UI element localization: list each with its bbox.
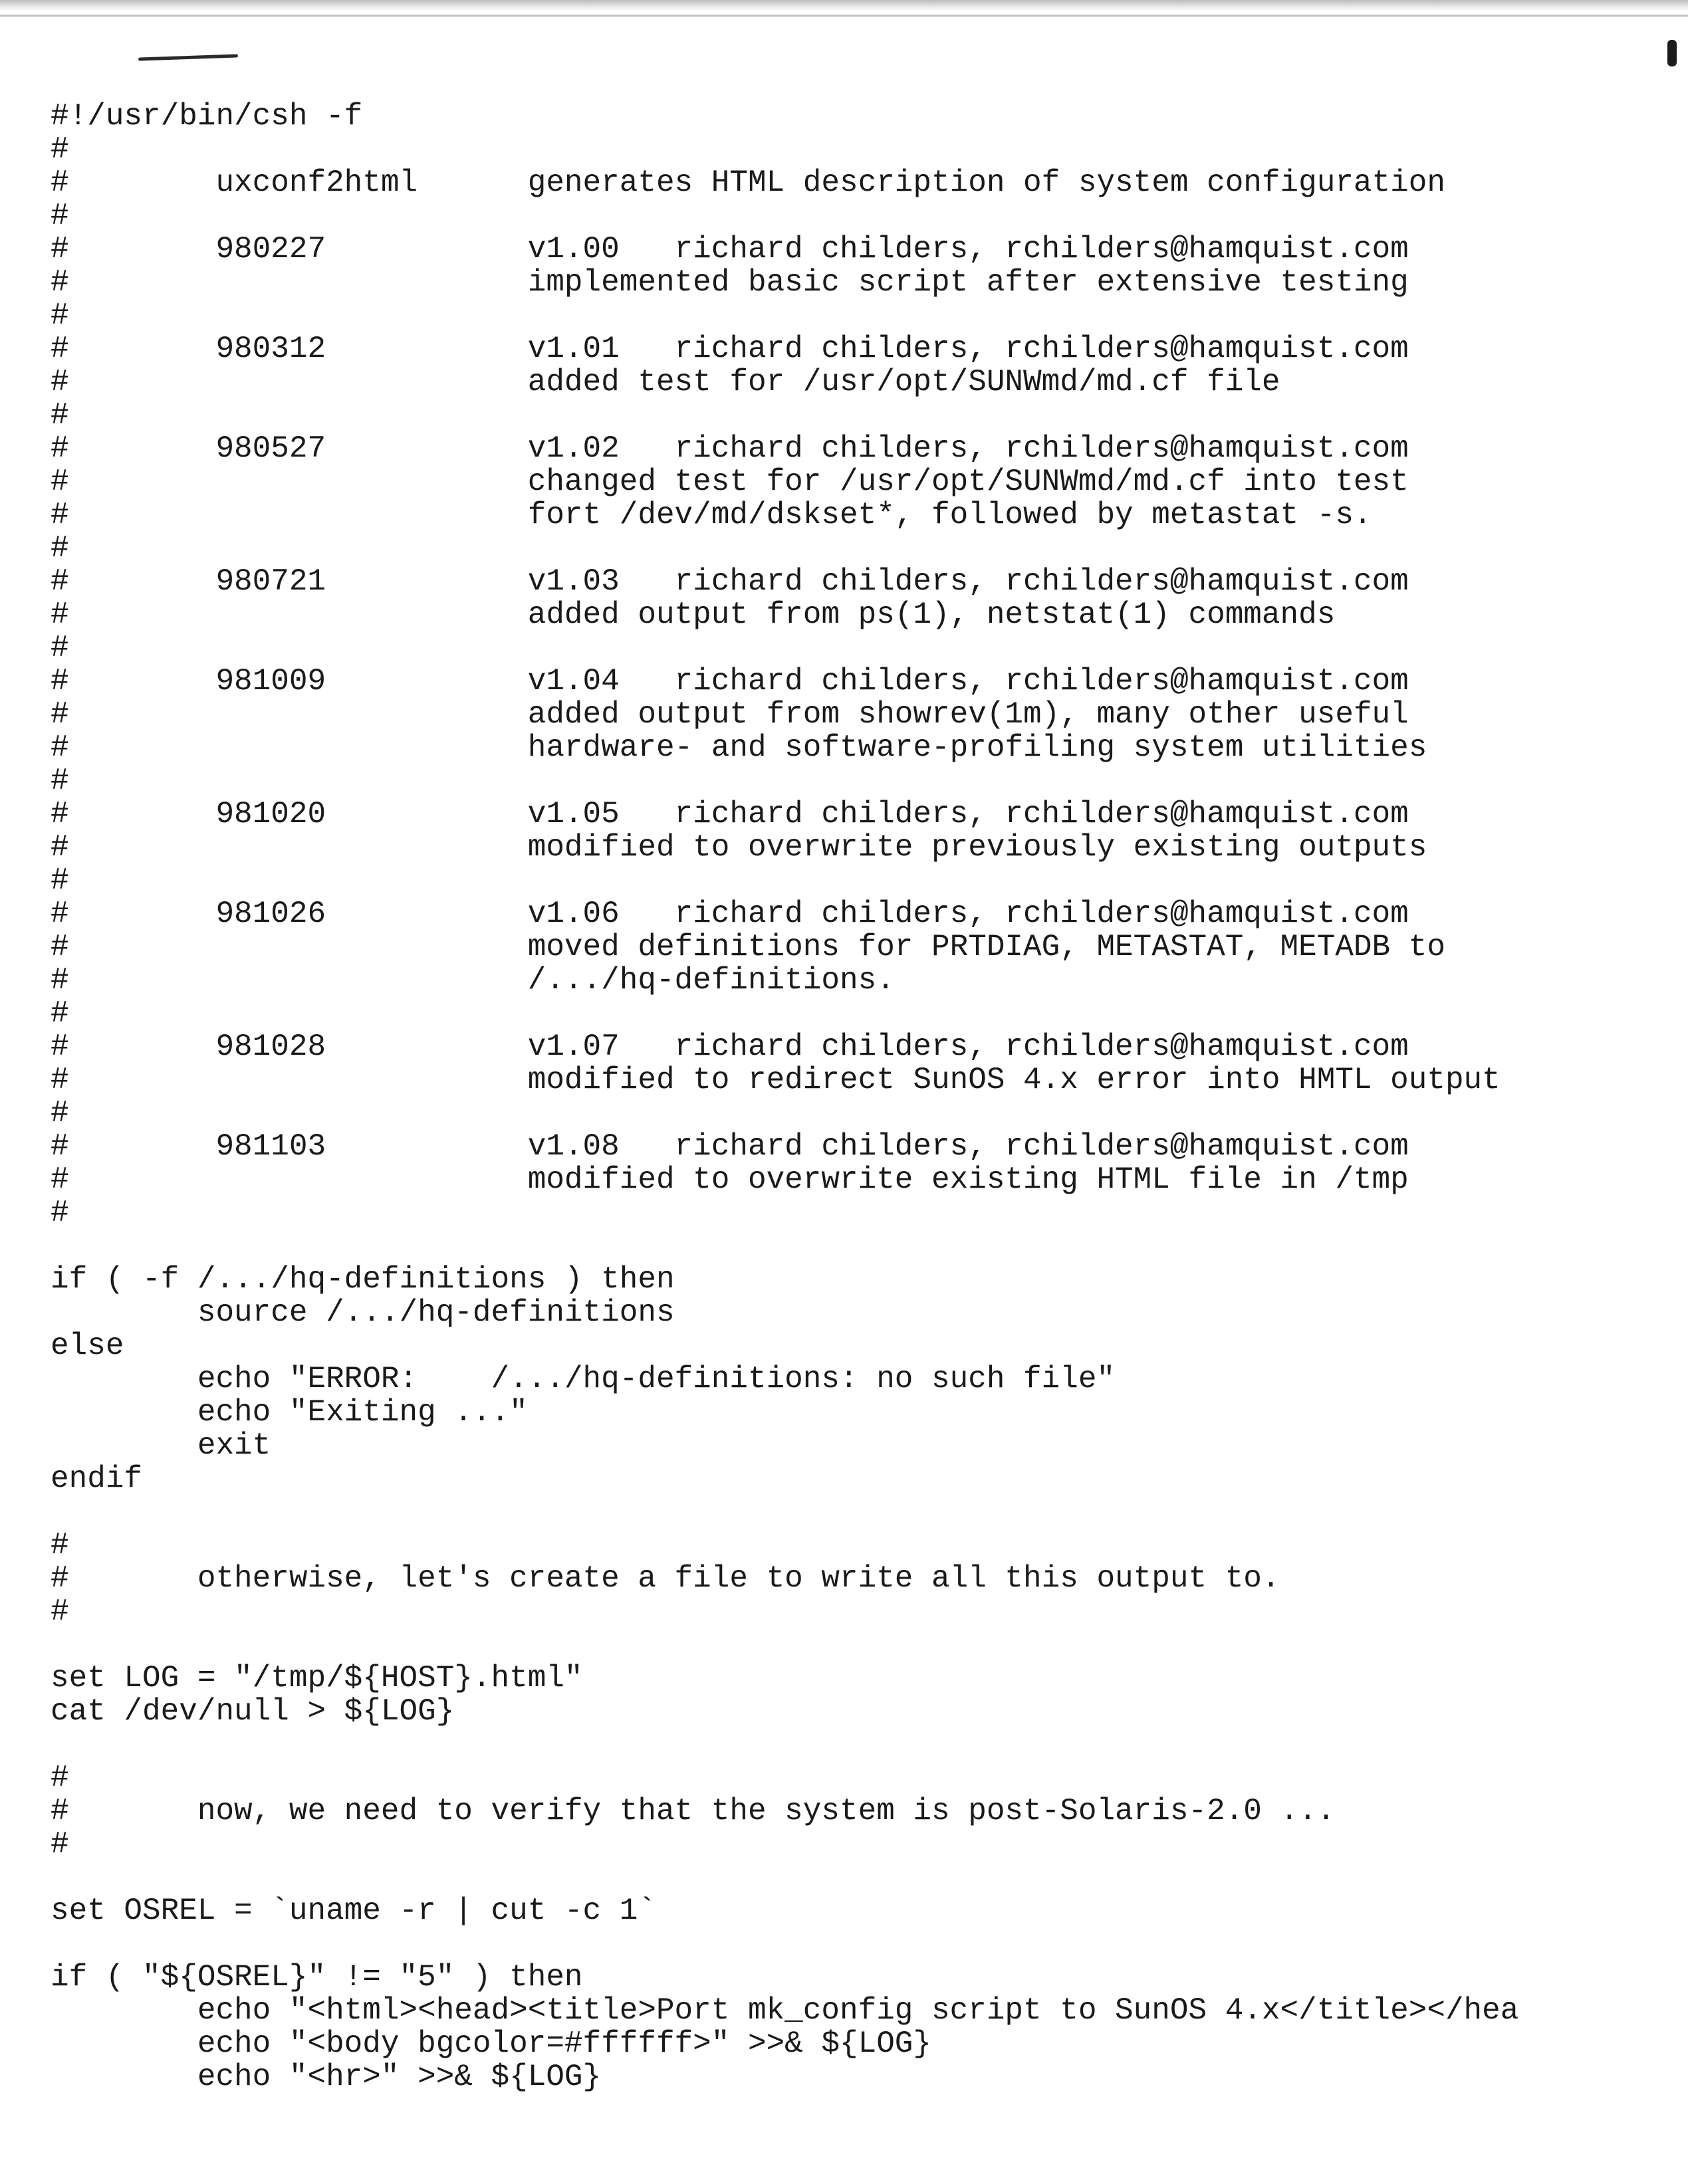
scan-top-rule <box>0 15 1688 17</box>
code-line: echo "Exiting ..." <box>51 1395 528 1430</box>
code-line <box>51 1927 1673 1961</box>
code-line: source /.../hq-definitions <box>51 1295 675 1330</box>
code-line: # <box>51 298 69 333</box>
code-line: set LOG = "/tmp/${HOST}.html" <box>51 1661 583 1695</box>
code-line <box>51 1628 1673 1662</box>
pen-mark <box>138 54 238 60</box>
code-line: echo "<html><head><title>Port mk_config script to SunOS 4.x</title></hea <box>51 1993 1519 2028</box>
code-line: # <box>51 863 69 898</box>
code-line: # <box>51 199 69 233</box>
code-line: #!/usr/bin/csh -f <box>51 100 363 134</box>
code-line: # 980227 v1.00 richard childers, rchilders@hamquist.com <box>51 232 1409 267</box>
code-line: # modified to redirect SunOS 4.x error into HMTL output <box>51 1063 1501 1097</box>
code-line: # hardware- and software-profiling system utilities <box>51 730 1427 765</box>
code-line: # added output from showrev(1m), many other useful <box>51 697 1409 732</box>
code-line: cat /dev/null > ${LOG} <box>51 1694 455 1729</box>
code-line: # <box>51 631 69 665</box>
code-line: echo "<body bgcolor=#ffffff>" >>& ${LOG} <box>51 2026 932 2061</box>
code-line: if ( "${OSREL}" != "5" ) then <box>51 1960 583 1995</box>
code-line <box>51 1495 1673 1529</box>
script-listing <box>51 100 1673 2120</box>
paper-edge-mark <box>1667 40 1677 66</box>
code-line: # <box>51 1528 69 1563</box>
code-line: # uxconf2html generates HTML description of system configuration <box>51 165 1445 200</box>
code-line: # 981028 v1.07 richard childers, rchilders@hamquist.com <box>51 1030 1409 1064</box>
code-line <box>51 1230 1673 1263</box>
code-line: # moved definitions for PRTDIAG, METASTAT, METADB to <box>51 930 1445 964</box>
code-line: # modified to overwrite existing HTML file in /tmp <box>51 1162 1409 1197</box>
code-line: # 981103 v1.08 richard childers, rchilders@hamquist.com <box>51 1129 1409 1164</box>
code-line: # <box>51 996 69 1031</box>
code-line: echo "ERROR: /.../hq-definitions: no such file" <box>51 1362 1116 1396</box>
code-line: exit <box>51 1428 271 1463</box>
code-line: # implemented basic script after extensive testing <box>51 265 1409 300</box>
code-line: # <box>51 1594 69 1629</box>
code-line: # <box>51 1761 69 1795</box>
code-line: set OSREL = `uname -r | cut -c 1` <box>51 1894 656 1928</box>
code-line: # <box>51 531 69 566</box>
code-line: # added test for /usr/opt/SUNWmd/md.cf file <box>51 365 1280 399</box>
code-line: # fort /dev/md/dskset*, followed by metastat -s. <box>51 498 1372 532</box>
code-line: else <box>51 1329 124 1363</box>
code-line: # otherwise, let's create a file to write all this output to. <box>51 1561 1280 1596</box>
code-line: endif <box>51 1462 143 1496</box>
code-line: # now, we need to verify that the system is post-Solaris-2.0 ... <box>51 1794 1336 1828</box>
code-line <box>51 1861 1673 1894</box>
code-line: # 980312 v1.01 richard childers, rchilders@hamquist.com <box>51 332 1409 366</box>
code-line: # added output from ps(1), netstat(1) commands <box>51 598 1336 632</box>
code-line: # <box>51 764 69 798</box>
code-line: # changed test for /usr/opt/SUNWmd/md.cf into test <box>51 465 1409 499</box>
code-line: echo "<hr>" >>& ${LOG} <box>51 2060 602 2094</box>
code-line: # 981009 v1.04 richard childers, rchilders@hamquist.com <box>51 664 1409 699</box>
code-line: # /.../hq-definitions. <box>51 963 895 998</box>
code-line: # 981026 v1.06 richard childers, rchilders@hamquist.com <box>51 897 1409 931</box>
code-line: # 980527 v1.02 richard childers, rchilders@hamquist.com <box>51 431 1409 466</box>
code-line: # <box>51 398 69 433</box>
code-line: # modified to overwrite previously existing outputs <box>51 830 1427 865</box>
code-line: # <box>51 1096 69 1131</box>
code-line: if ( -f /.../hq-definitions ) then <box>51 1262 675 1297</box>
scan-top-edge <box>0 0 1688 12</box>
code-line <box>51 1728 1673 1761</box>
code-line: # <box>51 132 69 167</box>
code-line: # 980721 v1.03 richard childers, rchilders@hamquist.com <box>51 564 1409 599</box>
code-line: # <box>51 1827 69 1862</box>
code-line: # <box>51 1196 69 1230</box>
code-line: # 981020 v1.05 richard childers, rchilders@hamquist.com <box>51 797 1409 831</box>
